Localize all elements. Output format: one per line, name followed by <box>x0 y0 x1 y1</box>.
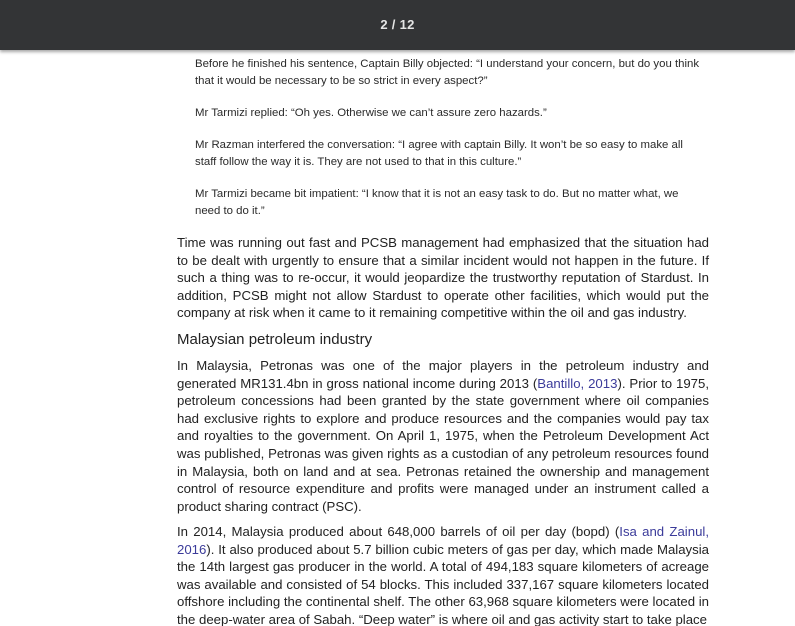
paragraph-text: In 2014, Malaysia produced about 648,000 barrels of oil per day (bopd) ( <box>177 524 620 539</box>
body-paragraph: Time was running out fast and PCSB management had emphasized that the situation had to be dealt with urgently to ensure that a similar incident would not happen in the future. If such a thing was to re-occur, it would jeopardize the trustworthy reputation of Stardust. In addition, PCSB might not allow Stardust to operate other facilities, which would put the company at risk when it came to it remaining competitive within the oil and gas industry. <box>177 235 709 321</box>
citation-link[interactable]: Isa and Zainul, 2016 <box>177 524 709 557</box>
citation-link[interactable]: Bantillo, 2013 <box>537 375 618 391</box>
page-indicator: 2 / 12 <box>380 17 415 32</box>
dialogue-line: Before he finished his sentence, Captain Billy objected: “I understand your concern, but do you think that it would be necessary to be so strict in every aspect?” <box>195 58 700 87</box>
paragraph-text: ). Prior to 1975, petroleum concessions had been granted by the state government where oil companies had exclusive rights to explore and produce resources and the companies would pay tax and royalties to the government. On April 1, 1975, when the Petroleum Development Act was published, Petronas was given rights as a custodian of any petroleum resources found in Malaysia, both on land and at sea. Petronas retained the ownership and management control of resource expenditure and profits were managed under an instrument called a product sharing contract (PSC). <box>177 375 710 514</box>
body-paragraph <box>177 357 709 515</box>
dialogue-line: Mr Razman interfered the conversation: “I agree with captain Billy. It won’t be so easy to make all staff follow the way it is. They are not used to that in this culture.” <box>195 139 683 168</box>
body-paragraph <box>177 523 709 626</box>
document-page <box>0 50 795 626</box>
viewer-toolbar <box>0 0 795 50</box>
section-heading: Malaysian petroleum industry <box>177 331 373 348</box>
dialogue-line: Mr Tarmizi replied: “Oh yes. Otherwise we can’t assure zero hazards.” <box>195 107 547 119</box>
paragraph-text: In Malaysia, Petronas was one of the major players in the petroleum industry and generated MR131.4bn in gross national income during 2013 ( <box>177 358 709 391</box>
paragraph-text: ). It also produced about 5.7 billion cubic meters of gas per day, which made Malaysia the 14th largest gas producer in the world. A total of 494,183 square kilometers of acreage was available and consisted of 54 blocks. This included 337,167 square kilometers located offshore including the continental shelf. The other 63,968 square kilometers were located in the deep-water area of Sabah. “Deep water” is where oil and gas activity start to take place <box>177 541 709 626</box>
dialogue-line: Mr Tarmizi became bit impatient: “I know that it is not an easy task to do. But no matter what, we need to do it.” <box>195 188 679 217</box>
